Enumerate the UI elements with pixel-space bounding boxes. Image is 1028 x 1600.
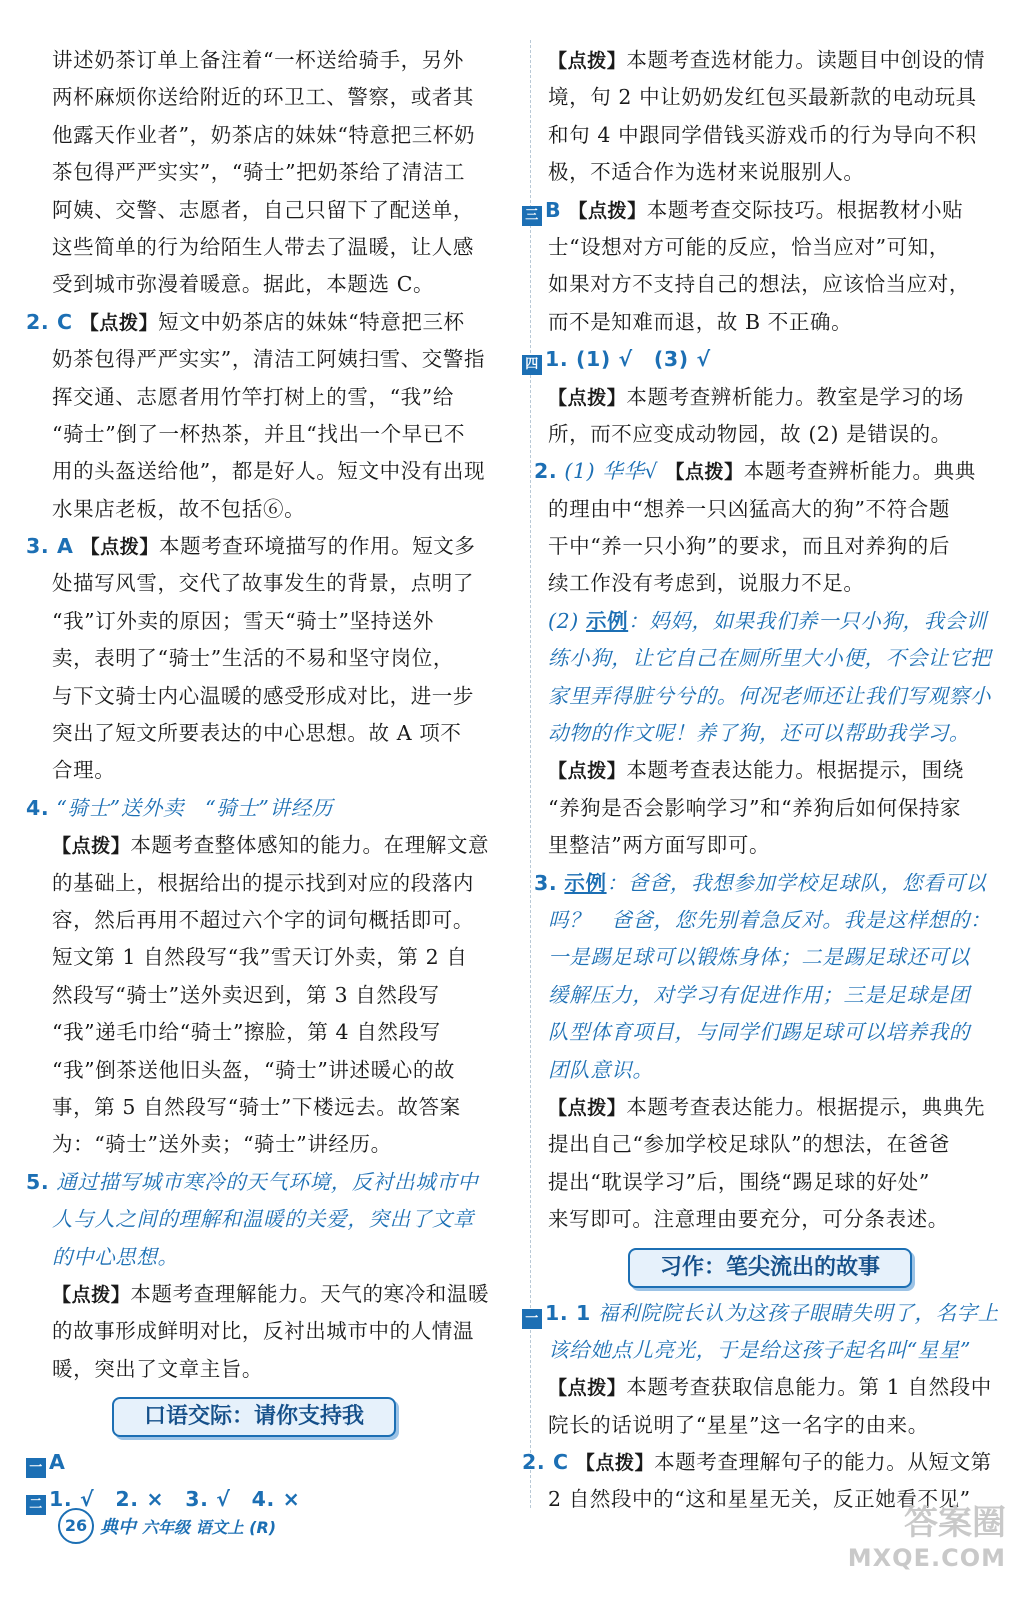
text-line: 提出“耽误学习”后，围绕“踢足球的好处” bbox=[548, 1169, 930, 1194]
hint-label: 【点拨】 bbox=[575, 1452, 655, 1475]
hint-line bbox=[548, 42, 1004, 79]
answer-text: 一是踢足球可以锻炼身体；二是踢足球还可以 bbox=[548, 945, 970, 970]
text-line: 本题考查辨析能力。教室是学习的场 bbox=[626, 384, 965, 409]
watermark bbox=[848, 1495, 1006, 1572]
hint-label: 【点拨】 bbox=[52, 1283, 131, 1306]
text-line: 突出了短文所要表达的中心思想。故 A 项不 bbox=[52, 721, 462, 746]
section-marker: 三 bbox=[522, 206, 542, 226]
question-2b-line bbox=[548, 603, 1004, 640]
question-number: 3. bbox=[534, 870, 558, 895]
text-line: 讲述奶茶订单上备注着“一杯送给骑手，另外 bbox=[52, 48, 464, 72]
text-line: 用的头盔送给他”，都是好人。短文中没有出现 bbox=[52, 459, 486, 484]
text-line: 然段写“骑士”送外卖迟到，第 3 自然段写 bbox=[52, 982, 440, 1007]
left-column bbox=[26, 42, 522, 1519]
text-line: 干中“养一只小狗”的要求，而且对养狗的后 bbox=[548, 534, 950, 559]
question-number: 2. C bbox=[522, 1450, 569, 1475]
text-line: 两杯麻烦你送给附近的环卫工、警察，或者其 bbox=[52, 85, 474, 110]
text-line: 里整洁”两方面写即可。 bbox=[548, 833, 771, 858]
answer-text: 家里弄得脏兮兮的。何况老师还让我们写观察小 bbox=[548, 683, 992, 708]
answer-text: 的中心思想。 bbox=[52, 1244, 179, 1269]
right-column bbox=[522, 42, 1004, 1519]
hint-line bbox=[548, 752, 1004, 789]
question-number: 2. C bbox=[26, 309, 73, 334]
hint-label: 【点拨】 bbox=[568, 199, 647, 222]
text-line: 容，然后再用不超过六个字的词句概括即可。 bbox=[52, 907, 474, 932]
answer-text: 该给她点儿亮光，于是给这孩子起名叫“星星” bbox=[548, 1337, 972, 1362]
text-line: 提出自己“参加学校足球队”的想法，在爸爸 bbox=[548, 1132, 950, 1157]
text-line: 合理。 bbox=[52, 758, 116, 783]
question-number: 2. bbox=[534, 459, 558, 484]
watermark-title: 答案圈 bbox=[904, 1503, 1006, 1543]
hint-line bbox=[52, 827, 522, 864]
question-4-line bbox=[26, 790, 522, 827]
answer-text: 1. √ 2. × 3. √ 4. × bbox=[49, 1487, 301, 1512]
text-line: 暖，突出了文章主旨。 bbox=[52, 1356, 263, 1381]
text-line: 事，第 5 自然段写“骑士”下楼远去。故答案 bbox=[52, 1094, 461, 1119]
text-line: 挥交通、志愿者用竹竿打树上的雪，“我”给 bbox=[52, 384, 454, 409]
text-line: 本题考查理解能力。天气的寒冷和温暖 bbox=[130, 1281, 490, 1306]
question-2c-line bbox=[522, 1444, 1004, 1481]
text-line: 与下文骑士内心温暖的感受形成对比，进一步 bbox=[52, 683, 474, 708]
column-divider bbox=[530, 40, 531, 1508]
page-footer bbox=[58, 1506, 276, 1546]
section-marker: 四 bbox=[522, 355, 542, 375]
text-line: 士“设想对方可能的反应，恰当应对”可知， bbox=[548, 234, 950, 259]
section-banner-wrap bbox=[548, 1239, 1004, 1295]
answer-text: “骑士”送外卖 “骑士”讲经历 bbox=[56, 795, 333, 820]
text-line: “我”倒茶送他旧头盔，“骑士”讲述暖心的故 bbox=[52, 1057, 456, 1082]
text-line: 卖，表明了“骑士”生活的不易和坚守岗位， bbox=[52, 646, 454, 671]
answer-text: ：爸爸，我想参加学校足球队，您看可以 bbox=[606, 870, 987, 895]
text-line: 本题考查表达能力。根据提示，围绕 bbox=[626, 758, 965, 783]
question-number: 5. bbox=[26, 1169, 50, 1194]
section-marker: 一 bbox=[26, 1458, 46, 1478]
hint-label: 【点拨】 bbox=[548, 1377, 627, 1400]
question-5-line bbox=[26, 1164, 522, 1201]
text-line: 他露天作业者”，奶茶店的妹妹“特意把三杯奶 bbox=[52, 122, 476, 147]
text-line: 的故事形成鲜明对比，反衬出城市中的人情温 bbox=[52, 1319, 474, 1344]
text-line: “骑士”倒了一杯热茶，并且“找出一个早已不 bbox=[52, 421, 466, 446]
text-line: 水果店老板，故不包括⑥。 bbox=[52, 496, 306, 521]
hint-label: 【点拨】 bbox=[80, 536, 159, 559]
hint-label: 【点拨】 bbox=[548, 760, 627, 783]
text-line: 本题考查选材能力。读题目中创设的情 bbox=[626, 48, 986, 72]
hint-line bbox=[548, 379, 1004, 416]
section-4-line bbox=[522, 341, 1004, 378]
text-line: 续工作没有考虑到，说服力不足。 bbox=[548, 571, 865, 596]
answer-text: ：妈妈，如果我们养一只小狗，我会训 bbox=[628, 608, 987, 633]
text-line: 本题考查交际技巧。根据教材小贴 bbox=[646, 197, 964, 222]
question-2-line bbox=[26, 304, 522, 341]
text-line: 极，不适合作为选材来说服别人。 bbox=[548, 160, 865, 185]
answer-text: (2) bbox=[548, 608, 579, 633]
section-5-line bbox=[522, 1295, 1004, 1332]
text-line: “我”递毛巾给“骑士”擦脸，第 4 自然段写 bbox=[52, 1020, 441, 1045]
text-line: 处描写风雪，交代了故事发生的背景，点明了 bbox=[52, 571, 474, 596]
answer-text: 吗？ 爸爸，您先别着急反对。我是这样想的： bbox=[548, 907, 992, 932]
page-number: 26 bbox=[58, 1508, 94, 1544]
hint-label: 【点拨】 bbox=[548, 1096, 627, 1119]
section-3-line bbox=[522, 192, 1004, 229]
answer-text: 人与人之间的理解和温暖的关爱，突出了文章 bbox=[52, 1207, 474, 1232]
text-line: 这些简单的行为给陌生人带去了温暖，让人感 bbox=[52, 234, 474, 259]
answer-text: 练小狗，让它自己在厕所里大小便，不会让它把 bbox=[548, 646, 992, 671]
question-number: 4. bbox=[26, 795, 50, 820]
section-banner-writing: 习作：笔尖流出的故事 bbox=[628, 1248, 912, 1288]
question-number: 3. A bbox=[26, 534, 74, 559]
text-line: 而不是知难而退，故 B 不正确。 bbox=[548, 309, 853, 334]
text-line: 境，句 2 中让奶奶发红包买最新款的电动玩具 bbox=[548, 85, 977, 110]
hint-line bbox=[52, 1276, 522, 1313]
hint-line bbox=[548, 1089, 1004, 1126]
text-line: 为：“骑士”送外卖；“骑士”讲经历。 bbox=[52, 1132, 392, 1157]
text-line: 短文第 1 自然段写“我”雪天订外卖，第 2 自 bbox=[52, 945, 468, 970]
answer-text: A bbox=[49, 1450, 66, 1475]
hint-line bbox=[548, 1369, 1004, 1406]
text-line: 的基础上，根据给出的提示找到对应的段落内 bbox=[52, 870, 474, 895]
text-line: 本题考查整体感知的能力。在理解文意 bbox=[130, 833, 490, 858]
section-1-line bbox=[26, 1444, 522, 1481]
text-line: 本题考查获取信息能力。第 1 自然段中 bbox=[626, 1375, 992, 1400]
hint-label: 【点拨】 bbox=[548, 386, 627, 409]
text-line: 本题考查理解句子的能力。从短文第 bbox=[654, 1450, 992, 1475]
brand-logo: 典中 bbox=[100, 1517, 136, 1538]
watermark-url: MXQE.COM bbox=[847, 1544, 1006, 1572]
text-line: 所，而不应变成动物园，故 (2) 是错误的。 bbox=[548, 421, 952, 446]
text-line: 的理由中“想养一只凶猛高大的狗”不符合题 bbox=[548, 496, 950, 521]
hint-label: 【点拨】 bbox=[79, 311, 159, 334]
answer-text: 缓解压力，对学习有促进作用；三是足球是团 bbox=[548, 982, 970, 1007]
text-line: 2 自然段中的“这和星星无关，反正她看不见” bbox=[548, 1487, 971, 1512]
grade-label: 六年级 语文上 (R) bbox=[142, 1517, 277, 1537]
example-label: 示例 bbox=[585, 608, 629, 633]
answer-text: 队型体育项目，与同学们踢足球可以培养我的 bbox=[548, 1020, 970, 1045]
question-3-line bbox=[534, 865, 1004, 902]
answer-text: B bbox=[545, 197, 562, 222]
text-line: 受到城市弥漫着暖意。据此，本题选 C。 bbox=[52, 272, 435, 297]
text-line: 短文中奶茶店的妹妹“特意把三杯 bbox=[158, 309, 465, 334]
question-number: 1. 1 bbox=[545, 1300, 591, 1325]
text-line: “我”订外卖的原因；雪天“骑士”坚持送外 bbox=[52, 608, 434, 633]
text-line: 本题考查辨析能力。典典 bbox=[743, 459, 976, 484]
text-line: 本题考查表达能力。根据提示，典典先 bbox=[626, 1094, 986, 1119]
text-line: 茶包得严严实实”，“骑士”把奶茶给了清洁工 bbox=[52, 160, 466, 185]
text-line: 如果对方不支持自己的想法，应该恰当应对， bbox=[548, 272, 970, 297]
section-marker: 二 bbox=[26, 1495, 46, 1515]
text-line: 来写即可。注意理由要充分，可分条表述。 bbox=[548, 1207, 949, 1232]
question-2-line bbox=[534, 453, 1004, 490]
hint-label: 【点拨】 bbox=[52, 835, 131, 858]
question-3-line bbox=[26, 528, 522, 565]
answer-text: 动物的作文呢！养了狗，还可以帮助我学习。 bbox=[548, 721, 970, 746]
text-line: 奶茶包得严严实实”，清洁工阿姨扫雪、交警指 bbox=[52, 347, 486, 372]
text-line: 本题考查环境描写的作用。短文多 bbox=[159, 534, 476, 559]
text-line: 和句 4 中跟同学借钱买游戏币的行为导向不积 bbox=[548, 122, 977, 147]
section-banner-wrap bbox=[52, 1388, 522, 1444]
answer-text: 团队意识。 bbox=[548, 1057, 654, 1082]
section-banner-oral: 口语交际：请你支持我 bbox=[112, 1397, 396, 1437]
answer-text: 1. (1) √ (3) √ bbox=[545, 347, 711, 372]
text-line: “养狗是否会影响学习”和“养狗后如何保持家 bbox=[548, 795, 962, 820]
section-marker: 一 bbox=[522, 1309, 542, 1329]
example-label: 示例 bbox=[564, 870, 607, 895]
answer-text: 福利院院长认为这孩子眼睛失明了，名字上 bbox=[597, 1300, 999, 1325]
hint-label: 【点拨】 bbox=[665, 461, 744, 484]
text-line: 阿姨、交警、志愿者，自己只留下了配送单， bbox=[52, 197, 474, 222]
answer-text: 通过描写城市寒冷的天气环境，反衬出城市中 bbox=[56, 1169, 479, 1194]
hint-label: 【点拨】 bbox=[548, 50, 627, 72]
text-line: 院长的话说明了“星星”这一名字的由来。 bbox=[548, 1412, 929, 1437]
answer-text: (1) 华华√ bbox=[564, 459, 659, 484]
